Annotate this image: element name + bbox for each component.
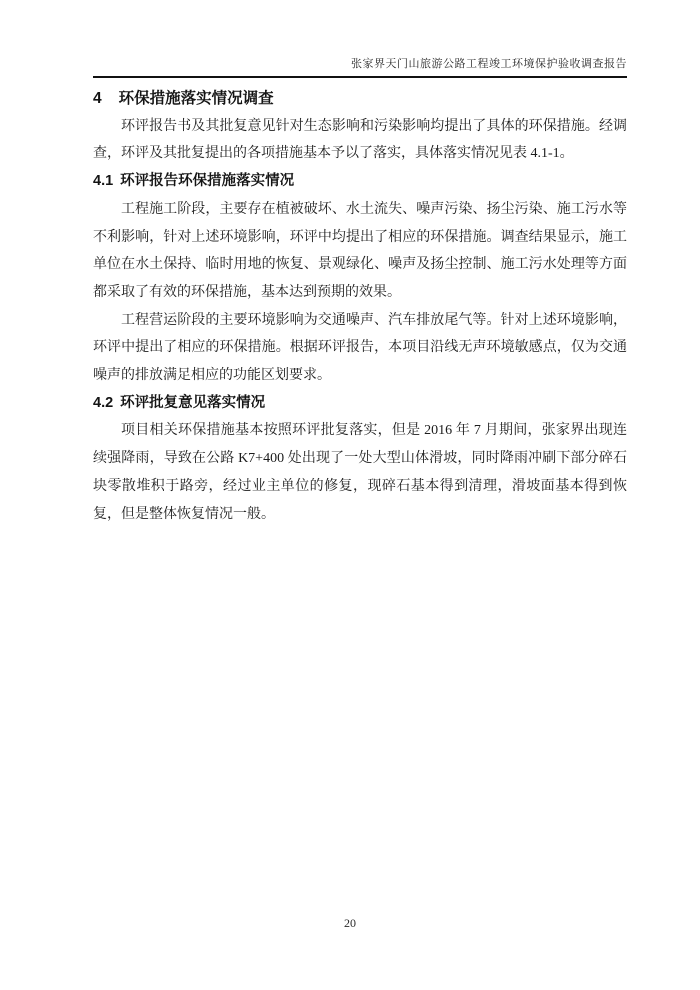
section-heading-4 xyxy=(93,85,627,113)
section-title: 环评报告环保措施落实情况 xyxy=(120,173,295,190)
section-title: 环评批复意见落实情况 xyxy=(120,394,266,411)
running-header: 张家界天门山旅游公路工程竣工环境保护验收调查报告 xyxy=(93,57,627,78)
section-number: 4.2 xyxy=(93,394,114,411)
section-number: 4 xyxy=(93,90,102,107)
paragraph-s42-p1: 项目相关环保措施基本按照环评批复落实，但是 2016 年 7 月期间，张家界出现连续强降雨，导致在公路 K7+400 处出现了一处大型山体滑坡，同时降雨冲刷下部分碎石块零散堆积于路旁，经过业主单位的修复，现碎石基本得到清理，滑坡面基本得到恢复，但是整体恢复情况一般。 xyxy=(93,423,627,522)
paragraph-s41-p1: 工程施工阶段，主要存在植被破坏、水土流失、噪声污染、扬尘污染、施工污水等不利影响，针对上述环境影响，环评中均提出了相应的环保措施。调查结果显示，施工单位在水土保持、临时用地的恢复、景观绿化、噪声及扬尘控制、施工污水处理等方面都采取了有效的环保措施，基本达到预期的效果。 xyxy=(93,201,627,300)
paragraph-s41-p2: 工程营运阶段的主要环境影响为交通噪声、汽车排放尾气等。针对上述环境影响，环评中提出了相应的环保措施。根据环评报告，本项目沿线无声环境敏感点，仅为交通噪声的排放满足相应的功能区划要求。 xyxy=(93,312,627,384)
document-body xyxy=(93,85,627,528)
section-title: 环保措施落实情况调查 xyxy=(118,90,274,107)
page-number: 20 xyxy=(344,916,356,930)
section-heading-4-2 xyxy=(93,390,627,418)
section-number: 4.1 xyxy=(93,173,114,190)
section-heading-4-1 xyxy=(93,168,627,196)
paragraph-s4-p1: 环评报告书及其批复意见针对生态影响和污染影响均提出了具体的环保措施。经调查，环评及其批复提出的各项措施基本予以了落实，具体落实情况见表 4.1-1。 xyxy=(93,118,627,162)
page-content xyxy=(93,0,627,528)
